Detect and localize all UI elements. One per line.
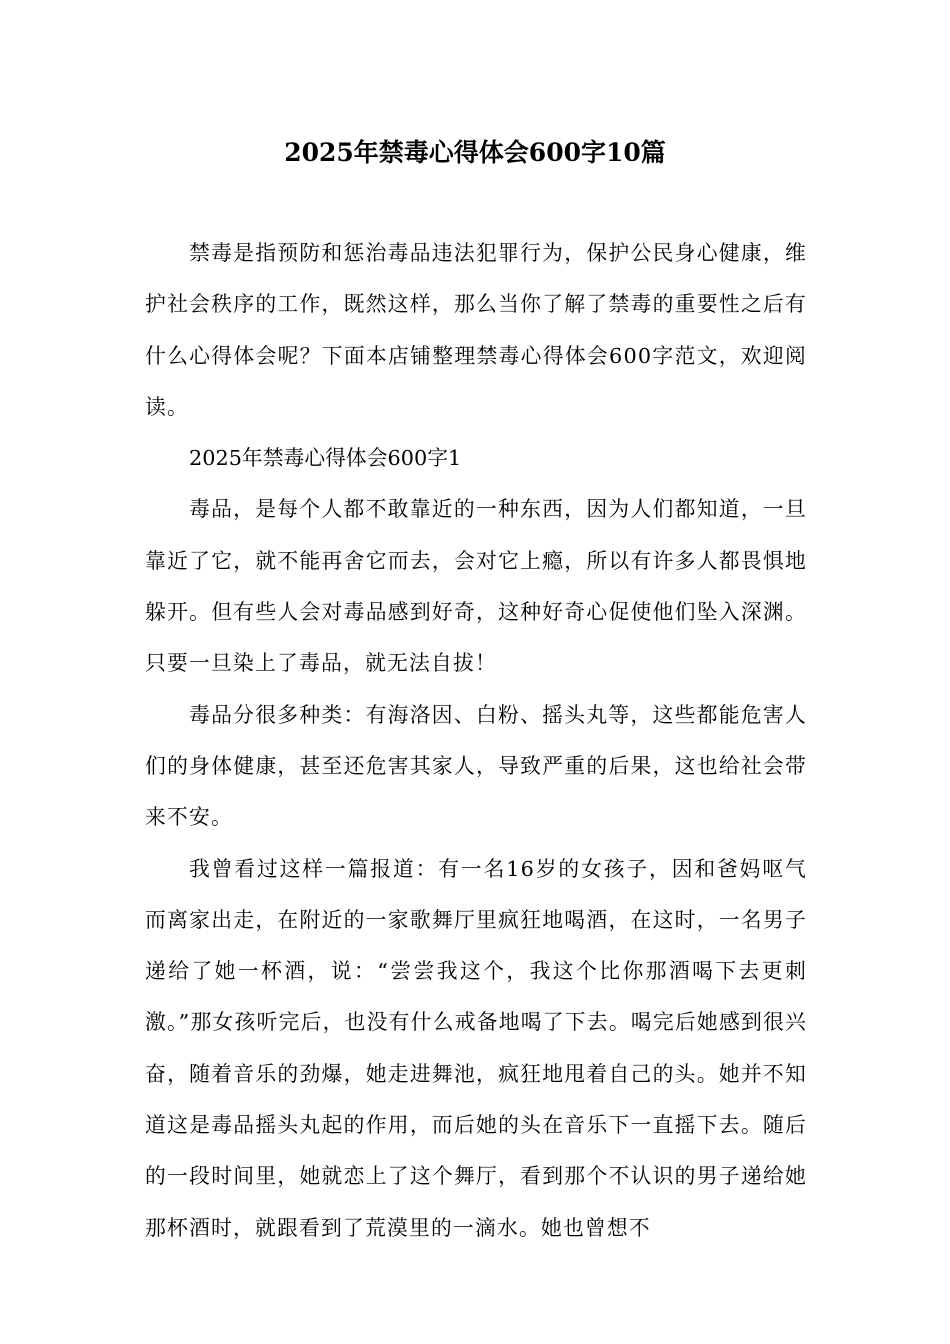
document-body bbox=[145, 228, 807, 1254]
body-paragraph: 我曾看过这样一篇报道：有一名16岁的女孩子，因和爸妈呕气而离家出走，在附近的一家歌舞厅里疯狂地喝酒，在这时，一名男子递给了她一杯酒，说：“尝尝我这个，我这个比你那酒喝下去更刺激。”那女孩听完后，也没有什么戒备地喝了下去。喝完后她感到很兴奋，随着音乐的劲爆，她走进舞池，疯狂地甩着自己的头。她并不知道这是毒品摇头丸起的作用，而后她的头在音乐下一直摇下去。随后的一段时间里，她就恋上了这个舞厅，看到那个不认识的男子递给她那杯酒时，就跟看到了荒漠里的一滴水。她也曾想不 bbox=[145, 856, 807, 1240]
document-title: 2025年禁毒心得体会600字10篇 bbox=[284, 138, 666, 167]
body-paragraph: 毒品，是每个人都不敢靠近的一种东西，因为人们都知道，一旦靠近了它，就不能再舍它而去，会对它上瘾，所以有许多人都畏惧地躲开。但有些人会对毒品感到好奇，这种好奇心促使他们坠入深渊。只要一旦染上了毒品，就无法自拔！ bbox=[145, 497, 807, 676]
intro-paragraph: 禁毒是指预防和惩治毒品违法犯罪行为，保护公民身心健康，维护社会秩序的工作，既然这样，那么当你了解了禁毒的重要性之后有什么心得体会呢？下面本店铺整理禁毒心得体会600字范文，欢迎阅读。 bbox=[145, 241, 807, 419]
body-paragraph: 毒品分很多种类：有海洛因、白粉、摇头丸等，这些都能危害人们的身体健康，甚至还危害其家人，导致严重的后果，这也给社会带来不安。 bbox=[145, 702, 807, 830]
section-heading: 2025年禁毒心得体会600字1 bbox=[189, 446, 462, 471]
